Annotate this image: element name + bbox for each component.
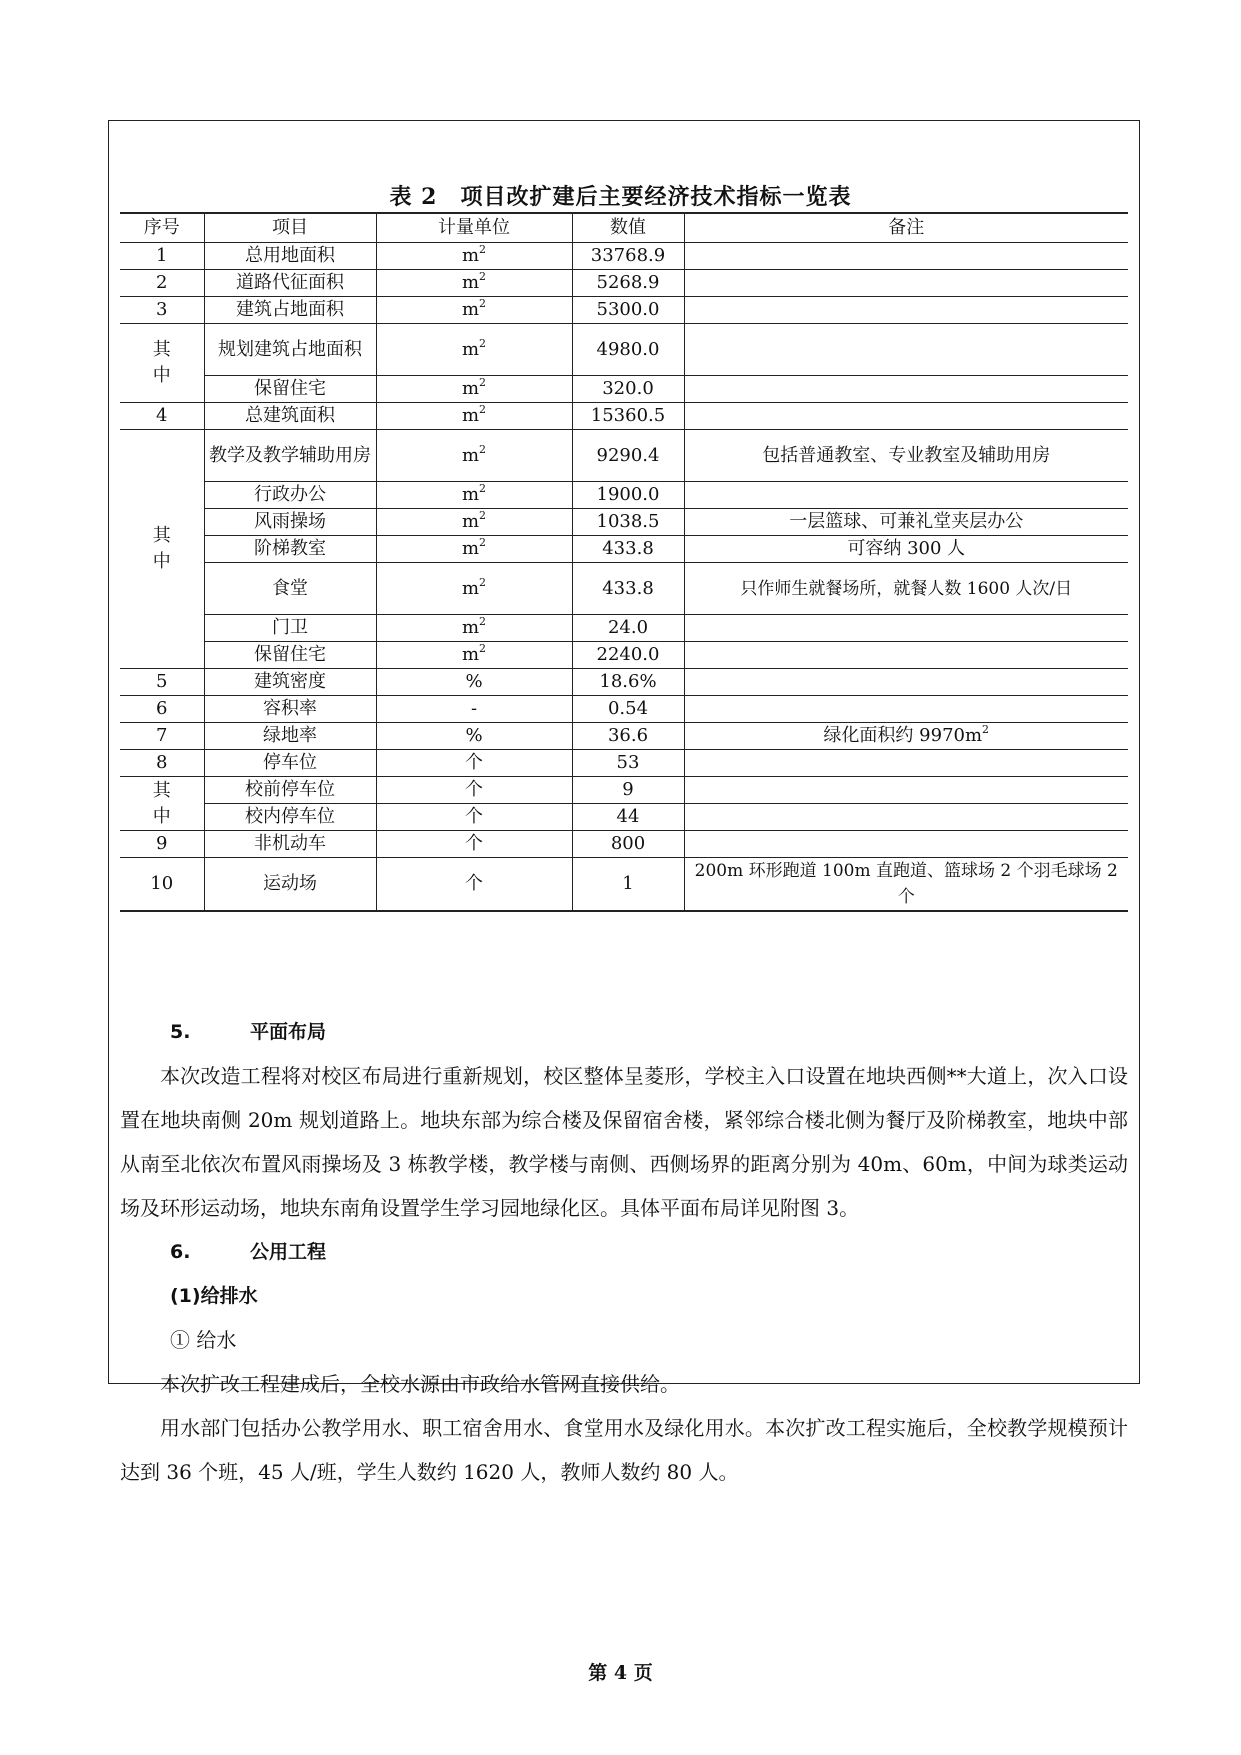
cell-value: 1 [572,858,684,912]
cell-value: 53 [572,750,684,777]
cell-item: 规划建筑占地面积 [204,324,376,376]
cell-unit: $m^2$ [376,509,572,536]
cell-no: 9 [120,831,204,858]
cell-item: 食堂 [204,563,376,615]
cell-item: 教学及教学辅助用房 [204,430,376,482]
superscript: 2 [479,243,487,256]
cell-no: 2 [120,270,204,297]
superscript: 2 [479,509,487,522]
cell-note [684,669,1128,696]
cell-item: 总建筑面积 [204,403,376,430]
cell-item: 停车位 [204,750,376,777]
cell-note [684,804,1128,831]
cell-item: 门卫 [204,615,376,642]
water-paragraph-2: 用水部门包括办公教学用水、职工宿舍用水、食堂用水及绿化用水。本次扩改工程实施后，全校教学规模预计达到 36 个班，45 人/班，学生人数约 1620 人，教师人数约 80 人。 [120,1416,1128,1484]
cell-no: 6 [120,696,204,723]
cell-unit: $m^2$ [376,482,572,509]
table-row [120,669,1128,696]
body-text [120,1010,1128,1494]
superscript: 2 [479,403,487,416]
cell-note [684,831,1128,858]
cell-note: 包括普通教室、专业教室及辅助用房 [684,430,1128,482]
cell-unit: 个 [376,831,572,858]
table-title: 表 2 项目改扩建后主要经济技术指标一览表 [389,184,852,210]
table-row [120,482,1128,509]
cell-value: 1038.5 [572,509,684,536]
cell-unit: % [376,669,572,696]
section-6-heading [120,1230,1128,1274]
table-row [120,509,1128,536]
cell-note [684,750,1128,777]
page-number: 第 4 页 [588,1662,653,1684]
table-row [120,723,1128,750]
cell-unit: $m^2$ [376,642,572,669]
cell-unit: $m^2$ [376,615,572,642]
table-row [120,376,1128,403]
cell-unit: % [376,723,572,750]
section-6-number: 6. [170,1241,191,1263]
cell-item: 校内停车位 [204,804,376,831]
cell-no: 其 中 [120,324,204,403]
table-row [120,615,1128,642]
cell-item: 行政办公 [204,482,376,509]
cell-value: 9290.4 [572,430,684,482]
cell-note [684,376,1128,403]
table-row [120,563,1128,615]
superscript: 2 [479,615,487,628]
cell-unit: $m^2$ [376,324,572,376]
cell-no: 3 [120,297,204,324]
cell-note [684,482,1128,509]
cell-value: 800 [572,831,684,858]
superscript: 2 [479,270,487,283]
cell-item: 运动场 [204,858,376,912]
cell-unit: $m^2$ [376,563,572,615]
section-5-number: 5. [170,1021,191,1043]
cell-no: 8 [120,750,204,777]
cell-unit: $m^2$ [376,430,572,482]
cell-item: 容积率 [204,696,376,723]
cell-note [684,297,1128,324]
header-value: 数值 [572,213,684,243]
cell-unit: 个 [376,804,572,831]
table-row [120,536,1128,563]
header-unit: 计量单位 [376,213,572,243]
superscript: 2 [982,723,990,736]
cell-note: 可容纳 300 人 [684,536,1128,563]
cell-unit: $m^2$ [376,297,572,324]
superscript: 2 [479,336,487,350]
cell-note [684,270,1128,297]
cell-value: 5268.9 [572,270,684,297]
superscript: 2 [479,482,487,495]
cell-value: 9 [572,777,684,804]
section-5-paragraph: 本次改造工程将对校区布局进行重新规划，校区整体呈菱形，学校主入口设置在地块西侧**大道上，次入口设置在地块南侧 20m 规划道路上。地块东部为综合楼及保留宿舍楼，紧邻综合楼北侧为餐厅及阶梯教室，地块中部从南至北依次布置风雨操场及 3 栋教学楼，教学楼与南侧、西侧场界的距离分别为 40m、60m，中间为球类运动场及环形运动场，地块东南角设置学生学习园地绿化区。具体平面布局详见附图 3。 [120,1064,1128,1220]
header-note: 备注 [684,213,1128,243]
section-6-title: 公用工程 [250,1241,327,1263]
cell-item: 非机动车 [204,831,376,858]
table-row [120,777,1128,804]
cell-value: 24.0 [572,615,684,642]
cell-unit: 个 [376,858,572,912]
cell-note [684,243,1128,270]
cell-note [684,642,1128,669]
cell-item: 保留住宅 [204,642,376,669]
cell-value: 0.54 [572,696,684,723]
indicators-table [120,212,1128,912]
cell-note [684,615,1128,642]
item-water-supply: ① 给水 [170,1328,237,1352]
cell-value: 18.6% [572,669,684,696]
superscript: 2 [479,297,487,310]
cell-value: 44 [572,804,684,831]
cell-note [684,403,1128,430]
cell-no: 7 [120,723,204,750]
subsection-water-heading: (1)给排水 [170,1285,258,1307]
cell-note: 绿化面积约 $9970m^2$ [684,723,1128,750]
cell-note: 200m 环形跑道 100m 直跑道、篮球场 2 个羽毛球场 2 个 [684,858,1128,912]
cell-item: 建筑占地面积 [204,297,376,324]
cell-item: 道路代征面积 [204,270,376,297]
cell-unit: $m^2$ [376,536,572,563]
cell-note: 只作师生就餐场所，就餐人数 1600 人次/日 [684,563,1128,615]
table-row [120,243,1128,270]
cell-item: 保留住宅 [204,376,376,403]
table-row [120,270,1128,297]
superscript: 2 [479,536,487,549]
cell-no: 其 中 [120,777,204,831]
cell-value: 433.8 [572,563,684,615]
table-row [120,642,1128,669]
cell-no: 1 [120,243,204,270]
cell-no: 10 [120,858,204,912]
section-5-title: 平面布局 [250,1021,327,1043]
cell-value: 320.0 [572,376,684,403]
cell-value: 15360.5 [572,403,684,430]
cell-unit: $m^2$ [376,376,572,403]
cell-item: 总用地面积 [204,243,376,270]
cell-item: 校前停车位 [204,777,376,804]
cell-note: 一层篮球、可兼礼堂夹层办公 [684,509,1128,536]
water-paragraph-1: 本次扩改工程建成后，全校水源由市政给水管网直接供给。 [160,1372,680,1396]
cell-unit: 个 [376,750,572,777]
table-row [120,750,1128,777]
table-row [120,297,1128,324]
table-row [120,696,1128,723]
cell-note [684,777,1128,804]
header-item: 项目 [204,213,376,243]
cell-item: 建筑密度 [204,669,376,696]
header-no: 序号 [120,213,204,243]
section-5-heading [120,1010,1128,1054]
table-row [120,831,1128,858]
table-row [120,403,1128,430]
table-row [120,804,1128,831]
cell-no: 其 中 [120,430,204,669]
cell-value: 433.8 [572,536,684,563]
cell-unit: - [376,696,572,723]
cell-value: 1900.0 [572,482,684,509]
superscript: 2 [479,575,487,589]
cell-note [684,324,1128,376]
cell-no: 4 [120,403,204,430]
table-header-row [120,213,1128,243]
cell-unit: $m^2$ [376,243,572,270]
superscript: 2 [479,642,487,655]
cell-item: 绿地率 [204,723,376,750]
cell-value: 4980.0 [572,324,684,376]
cell-unit: $m^2$ [376,270,572,297]
cell-unit: 个 [376,777,572,804]
table-row [120,430,1128,482]
cell-unit: $m^2$ [376,403,572,430]
cell-note [684,696,1128,723]
cell-item: 阶梯教室 [204,536,376,563]
superscript: 2 [479,376,487,389]
cell-value: 5300.0 [572,297,684,324]
superscript: 2 [479,442,487,456]
cell-value: 2240.0 [572,642,684,669]
table-row [120,324,1128,376]
cell-no: 5 [120,669,204,696]
cell-item: 风雨操场 [204,509,376,536]
cell-value: 36.6 [572,723,684,750]
cell-value: 33768.9 [572,243,684,270]
table-row [120,858,1128,912]
